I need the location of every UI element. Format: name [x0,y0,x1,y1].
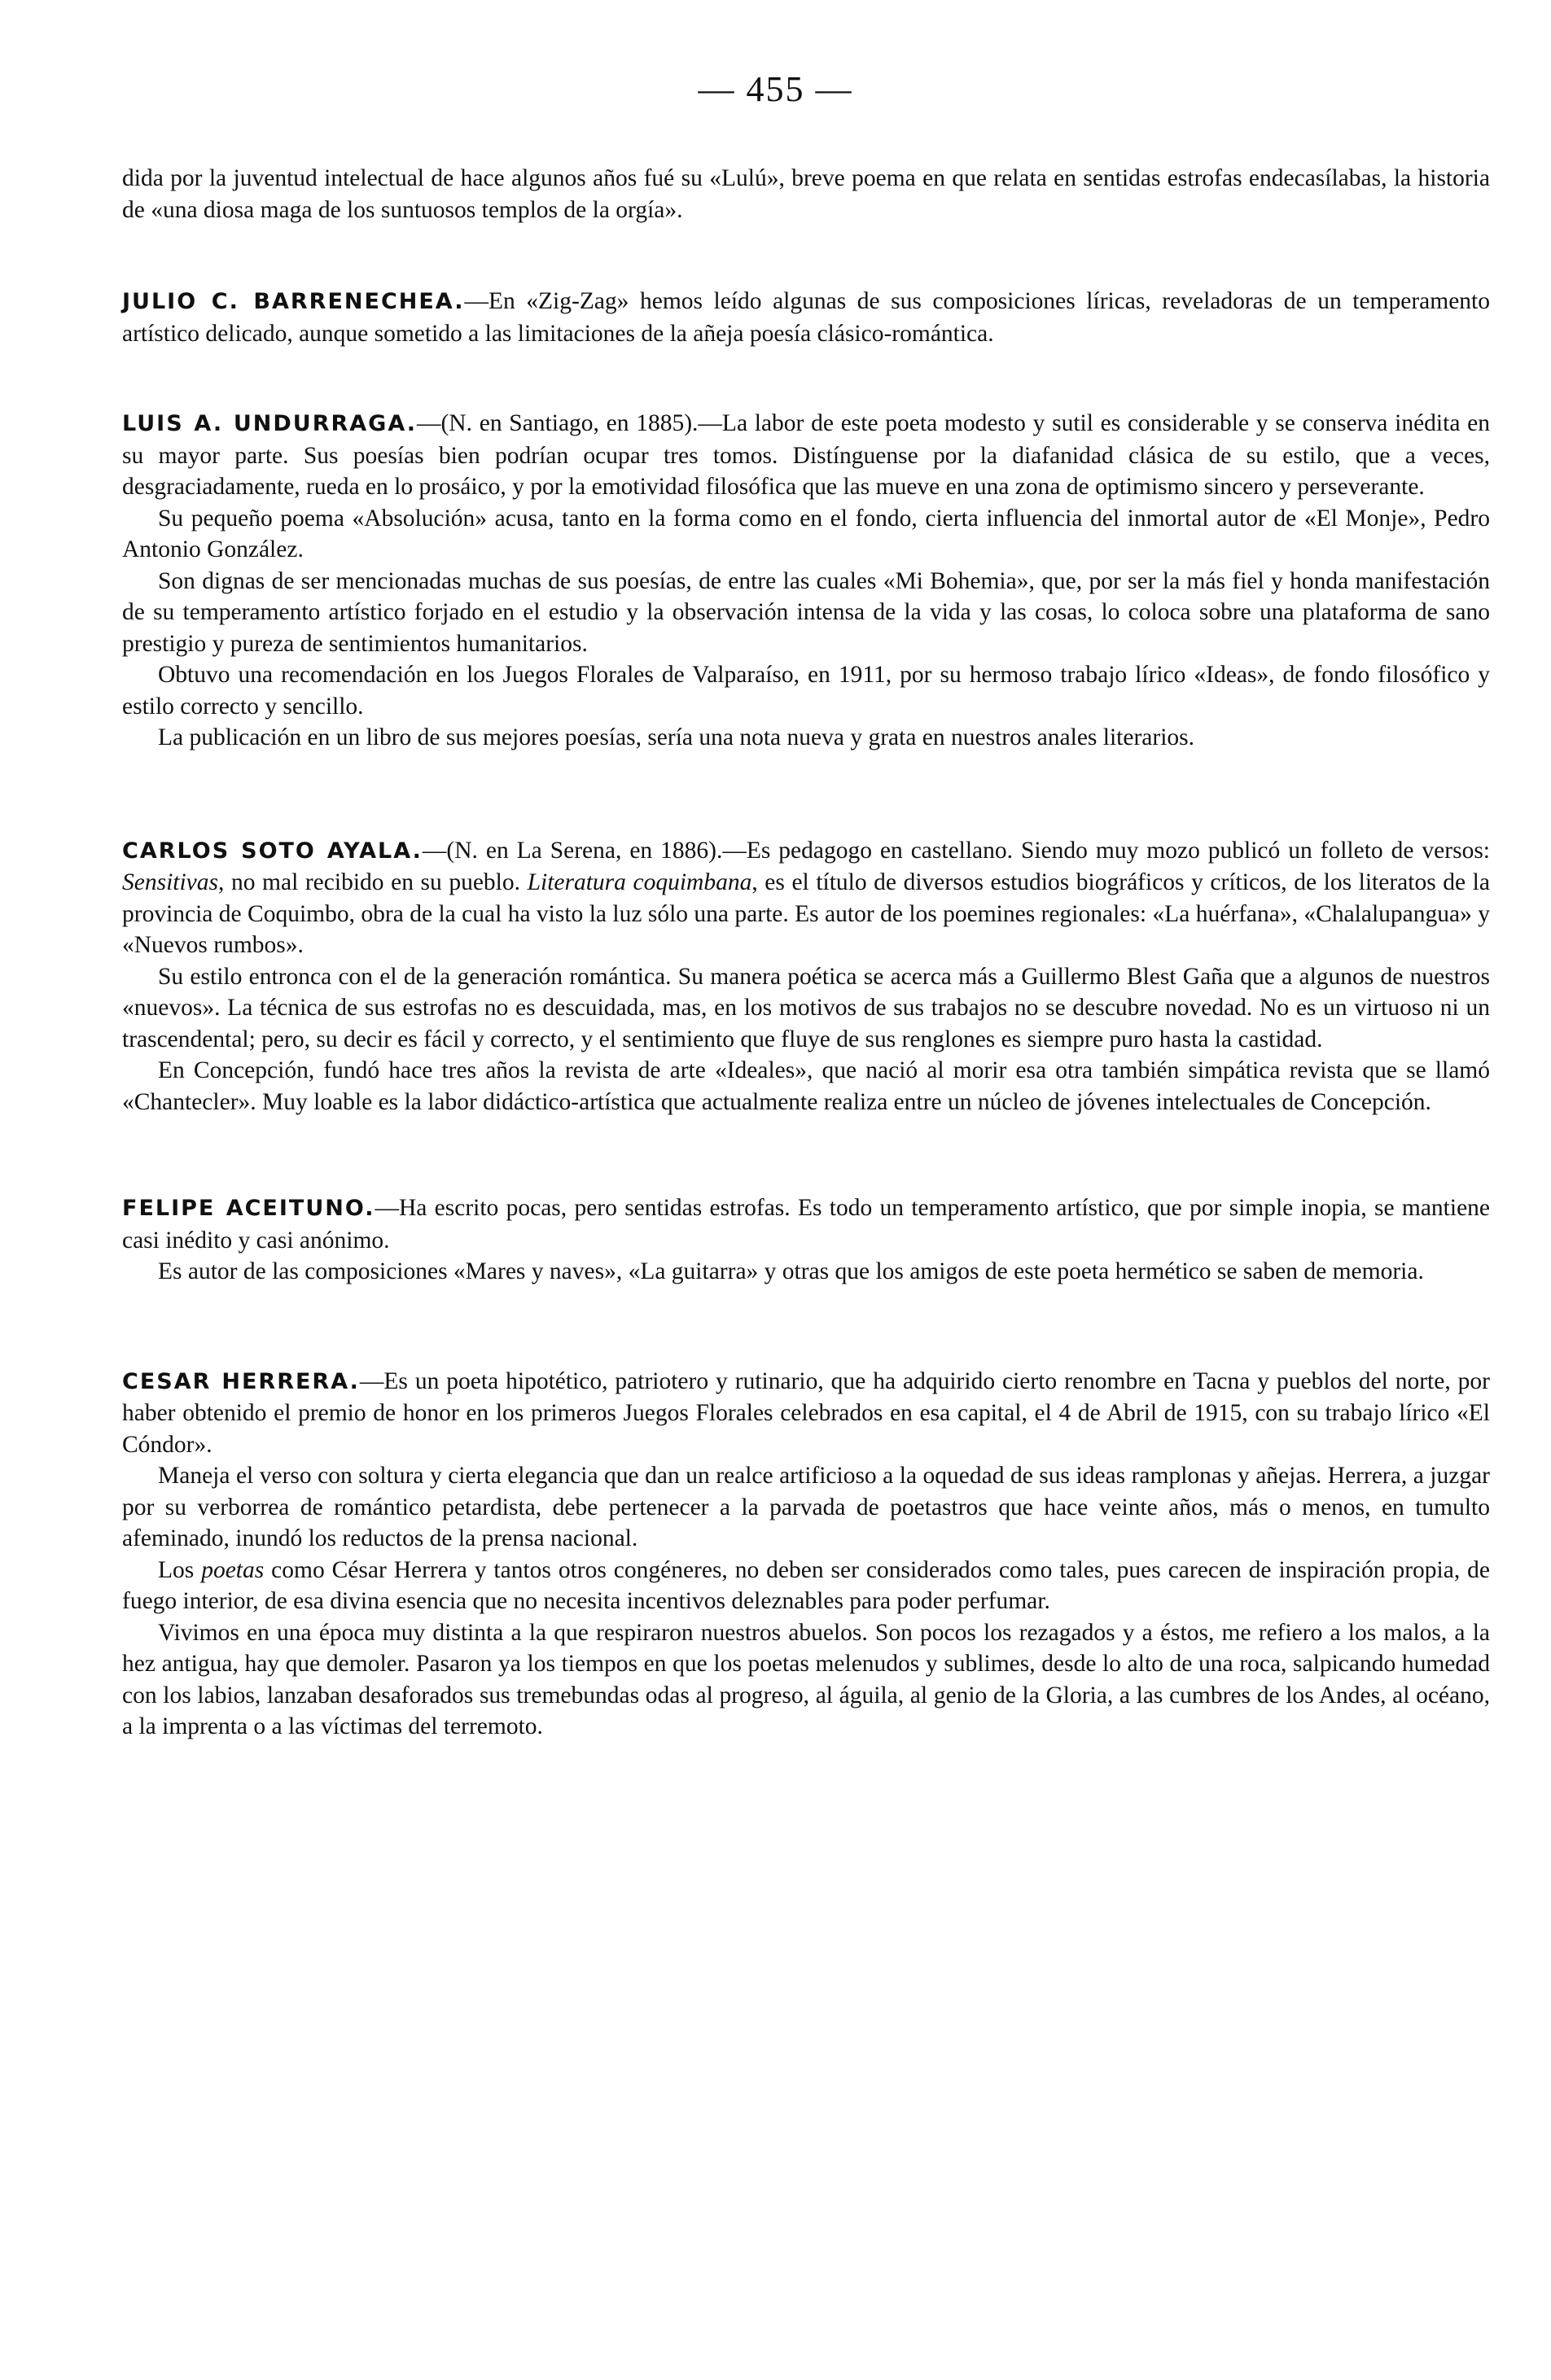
entry-paragraph: Son dignas de ser mencionadas muchas de sus poesías, de entre las cuales «Mi Bohemia», que, por ser la más fiel y honda manifestación de su temperamento artístico forjado en el estudio y la observación intensa de la vida y las cosas, lo coloca sobre una plataforma de sano prestigio y pureza de sentimientos humanitarios. [122,567,1490,657]
entry-paragraph: Obtuvo una recomendación en los Juegos Florales de Valparaíso, en 1911, por su hermoso trabajo lírico «Ideas», de fondo filosófico y estilo correcto y sencillo. [122,662,1490,720]
entry-cesar-herrera [122,1366,1490,1743]
author-name: JULIO C. BARRENECHEA. [122,289,465,314]
entry-text: —Ha escrito pocas, pero sentidas estrofas. Es todo un temperamento artístico, que por simple inopia, se mantiene casi inédito y casi anónimo. [122,1195,1491,1253]
entry-carlos-soto-ayala [122,835,1490,1118]
author-name: CESAR HERRERA. [122,1368,360,1394]
book-title: Sensitivas [122,869,218,895]
entry-text: , no mal recibido en su pueblo. [218,869,528,895]
entry-text: —Es un poeta hipotético, patriotero y rutinario, que ha adquirido cierto renombre en Tacna y pueblos del norte, por haber obtenido el premio de honor en los primeros Juegos Florales celebrados en esa capital, el 4 de Abril de 1915, con su trabajo lírico «El Cóndor». [122,1367,1490,1458]
entry-text: —(N. en Santiago, en 1885).—La labor de este poeta modesto y sutil es considerable y se conserva inédita en su mayor parte. Sus poesías bien podrían ocupar tres tomos. Distínguense por la diafanidad clásica de su estilo, que a veces, desgraciadamente, rueda en lo prosáico, y por la emotividad filosófica que las mueve en una zona de optimismo sincero y perseverante. [122,410,1490,500]
author-name: LUIS A. UNDURRAGA. [122,411,417,436]
page-number: — 455 — [698,69,853,109]
entry-text: , es el título de diversos estudios biográficos y críticos, de los literatos de la provincia de Coquimbo, obra de la cual ha visto la luz sólo una parte. Es autor de los poemines regionales: «La huérfana», «Chalalupangua» y «Nuevos rumbos». [122,869,1490,958]
entry-paragraph: Maneja el verso con soltura y cierta elegancia que dan un realce artificioso a la oquedad de sus ideas ramplonas y añejas. Herrera, a juzgar por su verborrea de romántico petardista, debe pertenecer a la parvada de poetastros que hace veinte años, más o menos, en tumulto afeminado, inundó los reductos de la prensa nacional. [122,1463,1490,1551]
entry-paragraph: Vivimos en una época muy distinta a la que respiraron nuestros abuelos. Son pocos los rezagados y a éstos, me refiero a los malos, a la hez antigua, hay que demoler. Pasaron ya los tiempos en que los poetas melenudos y sublimes, desde lo alto de una roca, salpicando humedad con los labios, lanzaban desaforados sus tremebundas odas al progreso, al águila, al genio de la Gloria, a las cumbres de los Andes, al océano, a la imprenta o a las víctimas del terremoto. [122,1619,1490,1739]
entry-paragraph [122,1192,1490,1256]
entry-paragraph [122,1555,1490,1617]
book-title: Literatura coquimbana [527,869,752,895]
author-name: FELIPE ACEITUNO. [122,1196,375,1221]
entry-text: como César Herrera y tantos otros congéneres, no deben ser considerados como tales, pues carecen de inspiración propia, de fuego interior, de esa divina esencia que no necesita incentivos deleznables para poder perfumar. [122,1556,1490,1614]
page-body [122,163,1490,1743]
entry-julio-barrenechea [122,286,1490,349]
emphasis: poetas [201,1556,265,1583]
entry-paragraph [122,835,1490,961]
entry-paragraph: Es autor de las composiciones «Mares y naves», «La guitarra» y otras que los amigos de este poeta hermético se saben de memoria. [158,1258,1424,1284]
intro-paragraph: dida por la juventud intelectual de hace algunos años fué su «Lulú», breve poema en que relata en sentidas estrofas endecasílabas, la historia de «una diosa maga de los suntuosos templos de la orgía». [122,165,1490,223]
entry-paragraph [122,1366,1490,1461]
entry-paragraph: Su pequeño poema «Absolución» acusa, tanto en la forma como en el fondo, cierta influencia del inmortal autor de «El Monje», Pedro Antonio González. [122,505,1490,562]
entry-text: —(N. en La Serena, en 1886).—Es pedagogo en castellano. Siendo muy mozo publicó un folleto de versos: [422,837,1490,864]
entry-luis-undurraga [122,408,1490,754]
entry-paragraph [122,408,1490,503]
entry-text: —En «Zig-Zag» hemos leído algunas de sus composiciones líricas, reveladoras de un temperamento artístico delicado, aunque sometido a las limitaciones de la añeja poesía clásico-romántica. [122,288,1490,347]
author-name: CARLOS SOTO AYALA. [122,838,423,864]
entry-felipe-aceituno [122,1192,1490,1288]
entry-paragraph: La publicación en un libro de sus mejores poesías, sería una nota nueva y grata en nuestros anales literarios. [158,724,1195,750]
entry-paragraph: Su estilo entronca con el de la generación romántica. Su manera poética se acerca más a Guillermo Blest Gaña que a algunos de nuestros «nuevos». La técnica de sus estrofas no es descuidada, mas, en los motivos de sus trabajos no se descubre novedad. No es un virtuoso ni un trascendental; pero, su decir es fácil y correcto, y el sentimiento que fluye de sus renglones es siempre puro hasta la castidad. [122,963,1490,1052]
entry-text: Los [158,1556,202,1583]
entry-paragraph: En Concepción, fundó hace tres años la revista de arte «Ideales», que nació al morir esa otra también simpática revista que se llamó «Chantecler». Muy loable es la labor didáctico-artística que actualmente realiza entre un núcleo de jóvenes intelectuales de Concepción. [122,1057,1490,1115]
entry-paragraph [122,286,1490,349]
